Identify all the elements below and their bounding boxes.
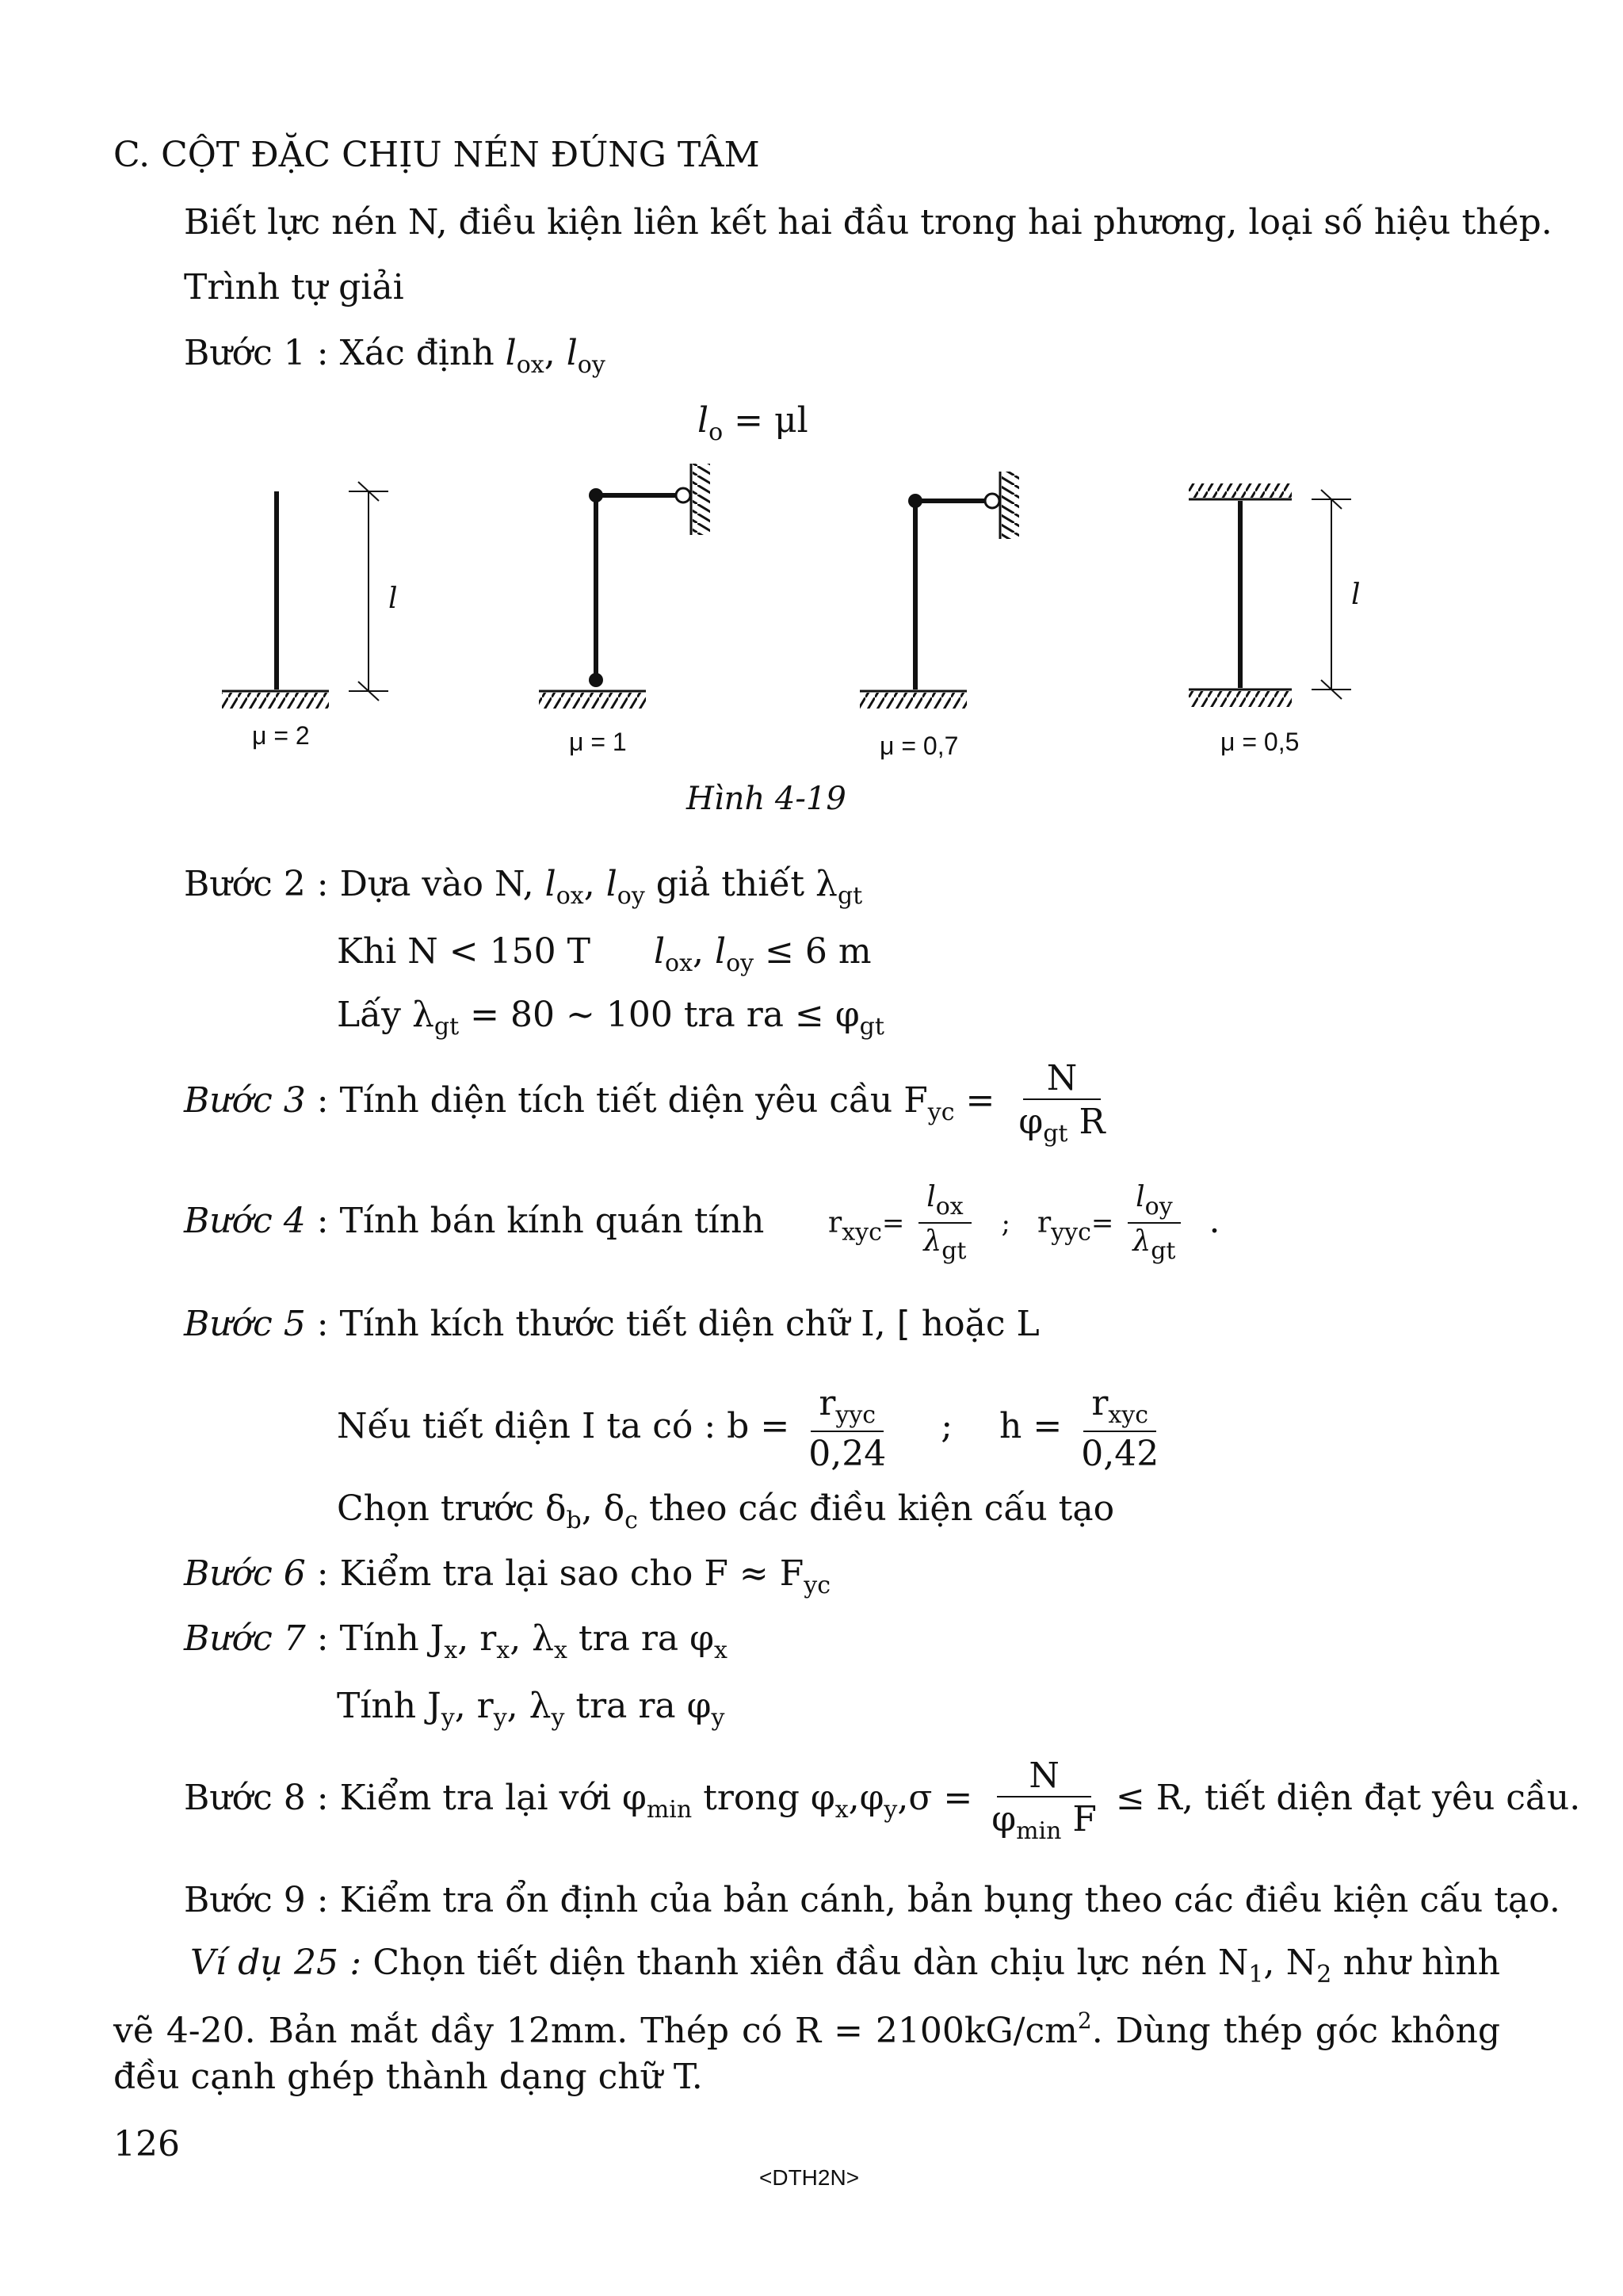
mu-label-3: μ = 0,7 xyxy=(880,732,959,760)
length-label-1: l xyxy=(388,583,398,615)
step5: Bước 5 : Tính kích thước tiết diện chữ I, [ hoặc L xyxy=(184,1304,1040,1344)
step2-condition: Khi N < 150 T $l_{ox}$, $l_{oy} \le 6$ m xyxy=(337,931,872,977)
formula-l0: $l_o = \mu l$ xyxy=(697,400,808,446)
column-diagrams xyxy=(0,0,1623,793)
step7-line1: Bước 7 : Tính $J_x$, $r_x$, $\lambda_x$ tra ra $\varphi_x$ xyxy=(184,1618,727,1664)
order-text: Trình tự giải xyxy=(184,267,404,308)
step5-dimensions: Nếu tiết diện I ta có : b = $\frac{r_{yyc}}{0,24}$ ; h = $\frac{r_{xyc}}{0,42}$ xyxy=(337,1383,1159,1474)
step5-choose: Chọn trước $\delta_b$, $\delta_c$ theo các điều kiện cấu tạo xyxy=(337,1488,1115,1534)
step1: Bước 1 : Xác định $l_{ox}$, $l_{oy}$ xyxy=(184,333,605,379)
step4-formulas: $r_{xyc}=$ $\frac{l_{ox}}{\lambda_{gt}}$ ; $r_{yyc}=$ $\frac{l_{oy}}{\lambda_{gt}}$ . xyxy=(828,1181,1220,1265)
step3: Bước 3 : Tính diện tích tiết diện yêu cầu $F_{yc}$ = $\frac{N}{\varphi_{gt} R}$ xyxy=(184,1058,1106,1148)
intro-text: Biết lực nén N, điều kiện liên kết hai đầu trong hai phương, loại số hiệu thép. xyxy=(184,202,1552,243)
column-pinned-pinned xyxy=(539,464,710,709)
step7-line2: Tính $J_y$, $r_y$, $\lambda_y$ tra ra $\varphi_y$ xyxy=(337,1686,725,1732)
mu-label-2: μ = 1 xyxy=(569,728,627,756)
step2: Bước 2 : Dựa vào N, $l_{ox}$, $l_{oy}$ giả thiết $\lambda_{gt}$ xyxy=(184,864,863,910)
step4: Bước 4 : Tính bán kính quán tính xyxy=(184,1201,765,1241)
section-title: C. CỘT ĐẶC CHỊU NÉN ĐÚNG TÂM xyxy=(113,135,760,175)
step8: Bước 8 : Kiểm tra lại với $\varphi_{min}$ trong $\varphi_x,\varphi_y,\sigma$ = $\frac{N}{\varphi_{min} F}$ ≤ R, tiết diện đạt yêu cầu. xyxy=(184,1755,1581,1845)
mu-label-1: μ = 2 xyxy=(252,721,310,750)
footer-tag: <DTH2N> xyxy=(759,2165,860,2190)
mu-label-4: μ = 0,5 xyxy=(1220,728,1300,756)
length-label-4: l xyxy=(1351,579,1361,611)
step6: Bước 6 : Kiểm tra lại sao cho $F \approx F_{yc}$ xyxy=(184,1553,831,1599)
column-fixed-fixed xyxy=(1189,483,1351,707)
example-25: Ví dụ 25 : Chọn tiết diện thanh xiên đầu dàn chịu lực nén $N_1$, $N_2$ như hình vẽ 4-20. Bản mắt dầy 12mm. Thép có $R = 2100kG/cm^2$. Dùng thép góc không đều cạnh ghép thành dạng chữ T. xyxy=(113,1943,1501,2097)
figure-caption: Hình 4-19 xyxy=(686,781,846,817)
step2-take: Lấy $\lambda_{gt} = 80$ ~ 100 tra ra ≤ $\varphi_{gt}$ xyxy=(337,995,884,1041)
column-cantilever xyxy=(222,482,388,709)
step9: Bước 9 : Kiểm tra ổn định của bản cánh, bản bụng theo các điều kiện cấu tạo. xyxy=(184,1880,1560,1920)
column-fixed-pinned xyxy=(860,472,1019,709)
page-number: 126 xyxy=(113,2124,180,2164)
